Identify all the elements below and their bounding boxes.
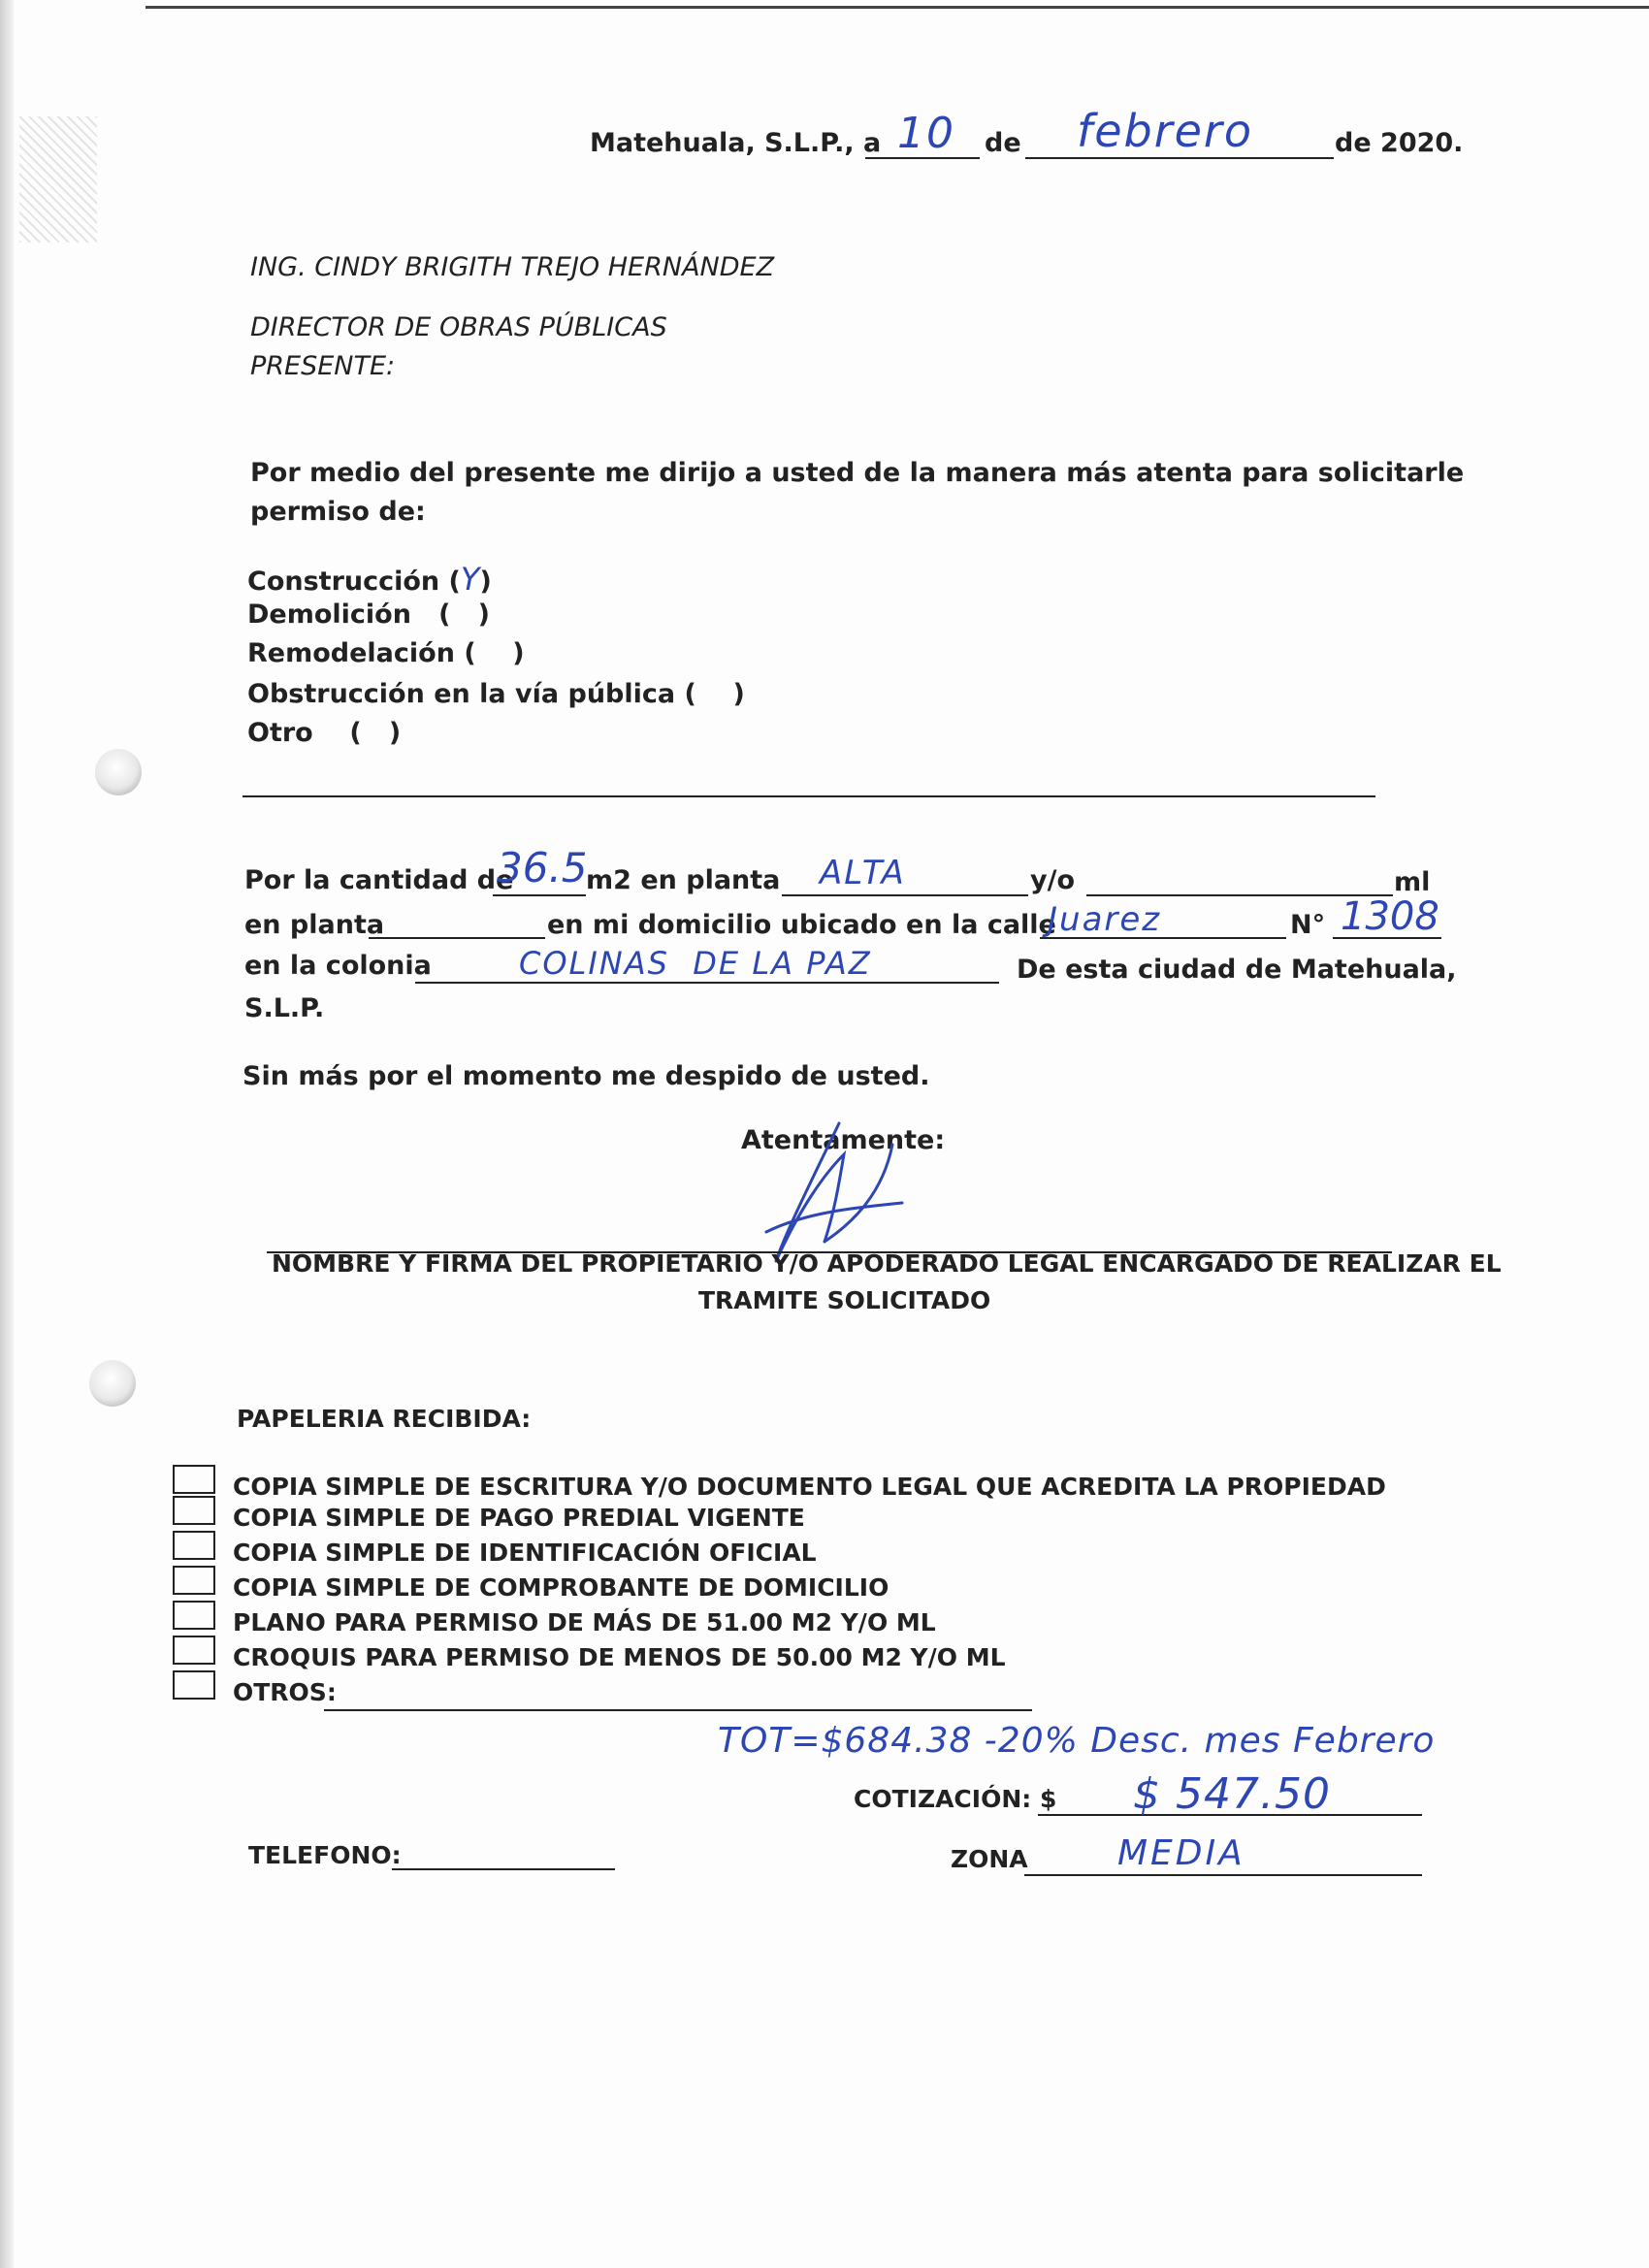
place-label: Matehuala, S.L.P., a (590, 128, 882, 158)
option-obstruccion: Obstrucción en la vía pública ( ) (247, 679, 745, 709)
doc-identificacion: COPIA SIMPLE DE IDENTIFICACIÓN OFICIAL (233, 1539, 817, 1567)
colonia-value: COLINAS DE LA PAZ (519, 945, 872, 982)
colonia-line (415, 982, 999, 984)
option-otro: Otro ( ) (247, 718, 402, 748)
otros-line (324, 1709, 1032, 1711)
month-line (1025, 157, 1334, 159)
total-note: TOT=$684.38 -20% Desc. mes Febrero (718, 1721, 1436, 1761)
addressee-name: ING. CINDY BRIGITH TREJO HERNÁNDEZ (250, 252, 775, 282)
yo-label: y/o (1030, 865, 1076, 895)
zona-label: ZONA (951, 1845, 1028, 1873)
doc-croquis: CROQUIS PARA PERMISO DE MENOS DE 50.00 M2 Y/O ML (233, 1643, 1006, 1671)
atentamente: Atentamente: (741, 1125, 946, 1155)
ciudad-label: De esta ciudad de Matehuala, (1017, 955, 1457, 985)
checkbox-escritura[interactable] (173, 1465, 215, 1494)
slp-label: S.L.P. (244, 993, 325, 1023)
telefono-line (392, 1868, 615, 1870)
cantidad-label: Por la cantidad de (244, 865, 514, 895)
cotizacion-label: COTIZACIÓN: $ (854, 1785, 1057, 1813)
telefono-label: TELEFONO: (248, 1841, 402, 1869)
planta-value: ALTA (820, 854, 906, 892)
day-value: 10 (897, 109, 955, 158)
en-planta-line (369, 937, 545, 939)
doc-domicilio: COPIA SIMPLE DE COMPROBANTE DE DOMICILIO (233, 1573, 889, 1602)
num-value: 1308 (1341, 894, 1439, 939)
de-label: de (985, 128, 1021, 158)
option-demolicion: Demolición ( ) (247, 599, 491, 630)
intro-line-2: permiso de: (250, 497, 426, 527)
signature-caption-1: NOMBRE Y FIRMA DEL PROPIETARIO Y/O APODERADO LEGAL ENCARGADO DE REALIZAR EL (272, 1249, 1502, 1278)
m2-label: m2 en planta (586, 865, 781, 895)
scan-edge (0, 0, 14, 2268)
colonia-label: en la colonia (244, 951, 432, 981)
zona-line (1024, 1874, 1422, 1876)
faded-stamp (19, 116, 97, 243)
checkbox-otros[interactable] (173, 1670, 215, 1700)
checkbox-predial[interactable] (173, 1496, 215, 1525)
checkbox-domicilio[interactable] (173, 1566, 215, 1595)
doc-predial: COPIA SIMPLE DE PAGO PREDIAL VIGENTE (233, 1504, 805, 1532)
signature-caption-2: TRAMITE SOLICITADO (698, 1286, 991, 1314)
option-construccion: Construcción (Y) (247, 561, 492, 598)
cantidad-line (493, 894, 586, 896)
option-remodelacion: Remodelación ( ) (247, 638, 525, 668)
en-planta-label: en planta (244, 910, 385, 940)
otro-line (242, 795, 1375, 797)
farewell: Sin más por el momento me despido de usted. (242, 1061, 930, 1091)
zona-value: MEDIA (1117, 1833, 1245, 1873)
amount-value: 36.5 (497, 844, 588, 891)
punch-hole-top (95, 749, 142, 795)
ml-label: ml (1394, 867, 1431, 897)
signature-scribble (747, 1116, 912, 1271)
checkbox-croquis[interactable] (173, 1636, 215, 1665)
cotizacion-value: $ 547.50 (1133, 1769, 1331, 1819)
punch-hole-bottom (89, 1360, 136, 1407)
papeleria-title: PAPELERIA RECIBIDA: (237, 1405, 532, 1433)
intro-line-1: Por medio del presente me dirijo a usted de la manera más atenta para solicitarle (250, 458, 1465, 488)
num-label: N° (1290, 910, 1326, 940)
street-value: Juarez (1048, 900, 1162, 939)
month-value: febrero (1077, 105, 1253, 157)
domicilio-label: en mi domicilio ubicado en la calle (547, 910, 1056, 940)
option-construccion-mark: Y (460, 561, 480, 598)
year-label: de 2020. (1335, 128, 1464, 158)
scan-top-edge (146, 6, 1649, 9)
planta-line (782, 894, 1028, 896)
addressee-present: PRESENTE: (250, 351, 396, 381)
checkbox-identificacion[interactable] (173, 1531, 215, 1560)
checkbox-plano[interactable] (173, 1601, 215, 1630)
addressee-position: DIRECTOR DE OBRAS PÚBLICAS (250, 312, 667, 342)
doc-escritura: COPIA SIMPLE DE ESCRITURA Y/O DOCUMENTO LEGAL QUE ACREDITA LA PROPIEDAD (233, 1473, 1386, 1501)
doc-plano: PLANO PARA PERMISO DE MÁS DE 51.00 M2 Y/O ML (233, 1608, 936, 1636)
doc-otros: OTROS: (233, 1678, 337, 1706)
